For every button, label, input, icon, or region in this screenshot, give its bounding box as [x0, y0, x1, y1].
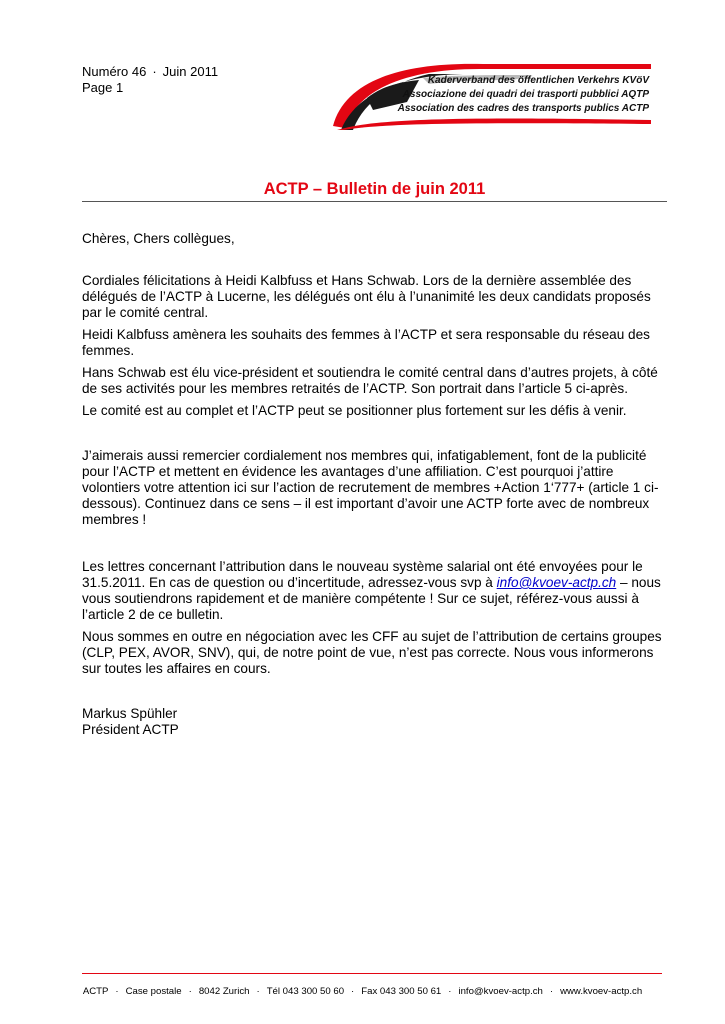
footer-contact — [0, 986, 725, 998]
paragraph-committee: Le comité est au complet et l’ACTP peut se positionner plus fortement sur les défis à venir. — [82, 403, 627, 418]
logo-line-it: Associazione dei quadri dei trasporti pubblici AQTP — [402, 89, 649, 100]
paragraph-salary-letters — [82, 559, 662, 623]
footer-separator: · — [448, 986, 452, 997]
issue-line — [82, 64, 218, 80]
paragraph-negotiation: Nous sommes en outre en négociation avec les CFF au sujet de l’attribution de certains groupes (CLP, PEX, AVOR, SNV), qui, de notre point de vue, n’est pas correcte. Nous vous informerons sur toutes les affaires en cours. — [82, 629, 662, 676]
association-logo — [333, 58, 653, 130]
footer-divider — [82, 973, 662, 974]
issue-number: Numéro 46 — [82, 64, 147, 79]
signature-name: Markus Spühler — [82, 706, 178, 721]
paragraph-recruitment: J’aimerais aussi remercier cordialement nos membres qui, infatigablement, font de la publicité pour l’ACTP et mettent en évidence les avantages d’une affiliation. C’est pourquoi j’attire volontiers votre attention ici sur l’action de recrutement de membres +Action 1‘777+ (article 1 ci-dessous). Continuez dans ce sens – il est important d’avoir une ACTP forte avec de nombreux membres ! — [82, 448, 659, 527]
footer-separator: · — [188, 986, 192, 997]
footer-org: ACTP — [82, 986, 109, 997]
logo-line-de: Kaderverband des öffentlichen Verkehrs KVöV — [427, 75, 649, 86]
footer-separator: · — [256, 986, 260, 997]
footer-separator: · — [115, 986, 119, 997]
footer-separator: · — [351, 986, 355, 997]
logo-red-underline — [337, 118, 651, 130]
footer-separator: · — [549, 986, 554, 997]
page-number: Page 1 — [82, 80, 124, 95]
paragraph-schwab: Hans Schwab est élu vice-président et soutiendra le comité central dans d’autres projets, à côté de ses activités pour les membres retraités de l’ACTP. Son portrait dans l’article 5 ci-après. — [82, 365, 658, 396]
issue-date: Juin 2011 — [162, 64, 219, 79]
title-divider — [82, 201, 667, 202]
greeting: Chères, Chers collègues, — [82, 231, 235, 246]
paragraph-congratulations: Cordiales félicitations à Heidi Kalbfuss et Hans Schwab. Lors de la dernière assemblée des délégués de l’ACTP à Lucerne, les délégués ont élu à l’unanimité les deux candidats proposés par le comité central. — [82, 273, 651, 320]
paragraph-kalbfuss: Heidi Kalbfuss amènera les souhaits des femmes à l’ACTP et sera responsable du réseau des femmes. — [82, 327, 650, 358]
footer-postbox: Case postale — [125, 986, 182, 997]
footer-email[interactable]: info@kvoev-actp.ch — [458, 986, 543, 997]
footer-phone: Tél 043 300 50 60 — [266, 986, 345, 997]
logo-line-fr: Association des cadres des transports publics ACTP — [397, 103, 649, 114]
footer-fax: Fax 043 300 50 61 — [361, 986, 442, 997]
footer-website[interactable]: www.kvoev-actp.ch — [560, 986, 643, 997]
issue-separator: · — [152, 64, 157, 79]
issue-info — [82, 64, 218, 96]
bulletin-title: ACTP – Bulletin de juin 2011 — [263, 180, 486, 198]
salary-text-before: Les lettres concernant l’attribution dans le nouveau système salarial ont été envoyées pour le 31.5.2011. En cas de question ou d’incertitude, adressez-vous svp à — [82, 559, 643, 590]
logo-text-block — [398, 74, 649, 116]
signature-role: Président ACTP — [82, 722, 179, 737]
email-link[interactable]: info@kvoev-actp.ch — [496, 575, 617, 590]
salary-text-after: – nous vous soutiendrons rapidement et de manière compétente ! Sur ce sujet, référez-vous aussi à l’article 2 de ce bulletin. — [82, 575, 661, 622]
letter-body — [82, 231, 662, 738]
footer-city: 8042 Zurich — [198, 986, 250, 997]
